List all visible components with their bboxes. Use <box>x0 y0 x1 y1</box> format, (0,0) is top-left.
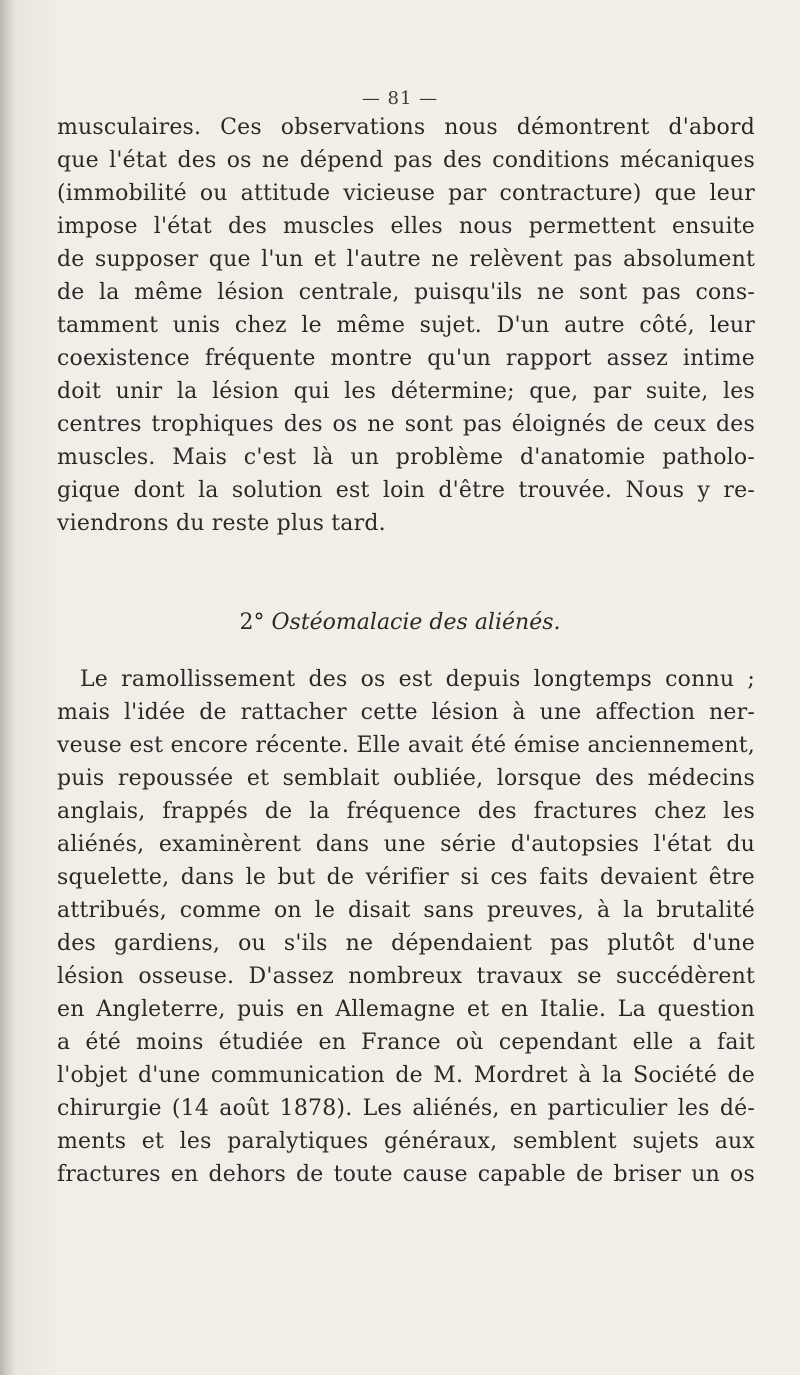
text-line: a été moins étudiée en France où cependant elle a fait <box>57 1030 755 1055</box>
page-number: — 81 — <box>361 88 439 109</box>
text-line: viendrons du reste plus tard. <box>57 511 386 536</box>
text-line: des gardiens, ou s'ils ne dépendaient pas plutôt d'une <box>57 931 755 956</box>
text-line: veuse est encore récente. Elle avait été émise anciennement, <box>57 733 755 758</box>
text-line: ments et les paralytiques généraux, semblent sujets aux <box>57 1129 755 1154</box>
text-line: doit unir la lésion qui les détermine; que, par suite, les <box>57 379 755 404</box>
text-line: fractures en dehors de toute cause capable de briser un os <box>57 1162 755 1187</box>
text-line: chirurgie (14 août 1878). Les aliénés, en particulier les dé- <box>57 1096 755 1121</box>
page-gutter-shadow <box>0 0 14 1375</box>
text-line: muscles. Mais c'est là un problème d'anatomie patholo- <box>57 445 755 470</box>
text-line: mais l'idée de rattacher cette lésion à une affection ner- <box>57 700 755 725</box>
text-line: coexistence fréquente montre qu'un rapport assez intime <box>57 346 755 371</box>
text-line: impose l'état des muscles elles nous permettent ensuite <box>57 214 755 239</box>
text-line: puis repoussée et semblait oubliée, lorsque des médecins <box>57 766 755 791</box>
text-line: Le ramollissement des os est depuis longtemps connu ; <box>80 667 755 692</box>
text-line: squelette, dans le but de vérifier si ces faits devaient être <box>57 865 755 890</box>
text-line: musculaires. Ces observations nous démontrent d'abord <box>57 115 755 140</box>
text-line: centres trophiques des os ne sont pas éloignés de ceux des <box>57 412 755 437</box>
text-line: anglais, frappés de la fréquence des fractures chez les <box>57 799 755 824</box>
text-line: en Angleterre, puis en Allemagne et en Italie. La question <box>57 997 755 1022</box>
text-line: gique dont la solution est loin d'être trouvée. Nous y re- <box>57 478 755 503</box>
text-line: (immobilité ou attitude vicieuse par contracture) que leur <box>57 181 755 206</box>
section-title: Ostéomalacie des aliénés. <box>271 610 561 635</box>
text-line: de la même lésion centrale, puisqu'ils ne sont pas cons- <box>57 280 755 305</box>
text-line: attribués, comme on le disait sans preuves, à la brutalité <box>57 898 755 923</box>
section-number: 2° <box>239 610 265 635</box>
section-heading <box>0 608 800 638</box>
text-line: l'objet d'une communication de M. Mordret à la Société de <box>57 1063 755 1088</box>
text-line: que l'état des os ne dépend pas des conditions mécaniques <box>57 148 755 173</box>
text-line: aliénés, examinèrent dans une série d'autopsies l'état du <box>57 832 755 857</box>
text-line: de supposer que l'un et l'autre ne relèvent pas absolument <box>57 247 755 272</box>
text-line: lésion osseuse. D'assez nombreux travaux se succédèrent <box>57 964 755 989</box>
text-line: tamment unis chez le même sujet. D'un autre côté, leur <box>57 313 755 338</box>
